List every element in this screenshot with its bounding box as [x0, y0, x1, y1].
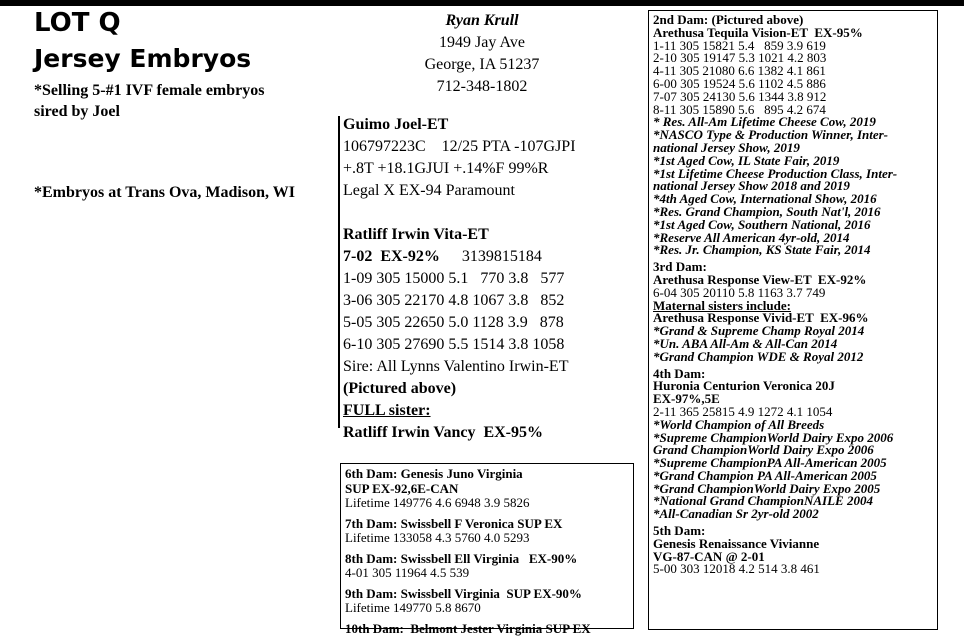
third-dam-head: 3rd Dam: [653, 259, 707, 275]
second-dam-record-2: 2-10 305 19147 5.3 1021 4.2 803 [653, 50, 827, 66]
second-dam-honor-1: * Res. All-Am Lifetime Cheese Cow, 2019 [653, 114, 876, 130]
dam-class-row [343, 246, 634, 268]
ancestor-6-record: Lifetime 149776 4.6 6948 3.9 5826 [345, 495, 530, 510]
second-dam-honor-7: *4th Aged Cow, International Show, 2016 [653, 191, 877, 207]
maternal-sisters-label: Maternal sisters include: [653, 297, 791, 313]
dam-record-4: 6-10 305 27690 5.5 1514 3.8 1058 [343, 336, 565, 353]
second-dam-record-5: 7-07 305 24130 5.6 1344 3.8 912 [653, 88, 827, 104]
location-note: *Embryos at Trans Ova, Madison, WI [34, 184, 295, 201]
consignor-block [394, 10, 570, 98]
fourth-dam-honor-3: Grand ChampionWorld Dairy Expo 2006 [653, 442, 874, 458]
dam-reg: 3139815184 [461, 248, 542, 265]
second-dam-honor-4: *1st Aged Cow, IL State Fair, 2019 [653, 152, 840, 168]
selling-note-line-1: *Selling 5-#1 IVF female embryos [34, 82, 265, 99]
full-sister-label: FULL sister: [343, 402, 431, 419]
dam-name: Ratliff Irwin Vita-ET [343, 226, 489, 243]
ancestors-box [340, 463, 634, 636]
selling-note-line-2: sired by Joel [34, 103, 120, 120]
maternal-sister: Arethusa Response Vivid-ET EX-96% [653, 310, 869, 326]
consignor-city: George, IA 51237 [424, 56, 540, 73]
lot-title: Jersey Embryos [34, 44, 252, 73]
fourth-dam-honor-5: *Grand Champion PA All-American 2005 [653, 467, 877, 483]
second-dam-honor-6: national Jersey Show 2018 and 2019 [653, 178, 850, 194]
fourth-dam-record: 2-11 365 25815 4.9 1272 4.1 1054 [653, 403, 833, 419]
second-dam-name: Arethusa Tequila Vision-ET EX-95% [653, 24, 863, 40]
full-sister: Ratliff Irwin Vancy EX-95% [343, 424, 544, 441]
sire-name: Guimo Joel-ET [343, 116, 449, 133]
dam-record-3: 5-05 305 22650 5.0 1128 3.9 878 [343, 314, 564, 331]
third-dam-record: 6-04 305 20110 5.8 1163 3.7 749 [653, 284, 826, 300]
fourth-dam-honor-6: *Grand ChampionWorld Dairy Expo 2005 [653, 480, 881, 496]
sire-line-2: +.8T +18.1GJUI +.14%F 99%R [343, 160, 549, 177]
fourth-dam-honor-8: *All-Canadian Sr 2yr-old 2002 [653, 506, 819, 522]
dam-record-2: 3-06 305 22170 4.8 1067 3.8 852 [343, 292, 565, 309]
fourth-dam-honor-4: *Supreme ChampionPA All-American 2005 [653, 455, 887, 471]
second-dam-honor-10: *Reserve All American 4yr-old, 2014 [653, 229, 850, 245]
second-dam-honor-11: *Res. Jr. Champion, KS State Fair, 2014 [653, 242, 871, 258]
ancestor-8-record: 4-01 305 11964 4.5 539 [345, 565, 470, 580]
second-dam-honor-8: *Res. Grand Champion, South Nat'l, 2016 [653, 203, 881, 219]
fifth-dam-name: Genesis Renaissance Vivianne [653, 535, 820, 551]
consignor-phone: 712-348-1802 [436, 78, 528, 95]
dam-lineage-box [648, 10, 938, 630]
second-dam-head: 2nd Dam: (Pictured above) [653, 12, 804, 27]
dam-record-1: 1-09 305 15000 5.1 770 3.8 577 [343, 270, 565, 287]
ancestor-9-title: 9th Dam: Swissbell Virginia SUP EX-90% [345, 585, 582, 601]
fourth-dam-honor-1: *World Champion of All Breeds [653, 416, 825, 432]
sister-honor-3: *Grand Champion WDE & Royal 2012 [653, 348, 864, 364]
second-dam-honor-2: *NASCO Type & Production Winner, Inter- [653, 127, 888, 143]
second-dam-honor-3: national Jersey Show, 2019 [653, 139, 800, 155]
sire-line-3: Legal X EX-94 Paramount [343, 182, 515, 199]
fifth-dam-class: VG-87-CAN @ 2-01 [653, 548, 765, 564]
ancestor-7-record: Lifetime 133058 4.3 5760 4.0 5293 [345, 530, 530, 545]
top-rule [0, 0, 964, 6]
ancestor-6-sub: SUP EX-92,6E-CAN [345, 480, 459, 496]
fifth-dam-record: 5-00 303 12018 4.2 514 3.8 461 [653, 561, 820, 577]
dam-pictured: (Pictured above) [343, 380, 457, 397]
second-dam-honor-5: *1st Lifetime Cheese Production Class, Inter- [653, 165, 898, 181]
second-dam-record-3: 4-11 305 21080 6.6 1382 4.1 861 [653, 63, 826, 79]
consignor-name: Ryan Krull [445, 12, 519, 29]
second-dam-record-6: 8-11 305 15890 5.6 895 4.2 674 [653, 101, 826, 117]
ancestor-6-title: 6th Dam: Genesis Juno Virginia [345, 466, 523, 481]
sire-line-1: 106797223C 12/25 PTA -107GJPI [343, 138, 576, 155]
consignor-address: 1949 Jay Ave [439, 34, 525, 51]
fourth-dam-name: Huronia Centurion Veronica 20J [653, 378, 835, 394]
ancestor-8-title: 8th Dam: Swissbell Ell Virginia EX-90% [345, 550, 578, 566]
second-dam-record-4: 6-00 305 19524 5.6 1102 4.5 886 [653, 75, 826, 91]
dam-sire-line: Sire: All Lynns Valentino Irwin-ET [343, 358, 569, 375]
fourth-dam-head: 4th Dam: [653, 365, 706, 381]
sister-honor-1: *Grand & Supreme Champ Royal 2014 [653, 323, 865, 339]
fourth-dam-honor-7: *National Grand ChampionNAILE 2004 [653, 493, 873, 509]
second-dam-record-1: 1-11 305 15821 5.4 859 3.9 619 [653, 37, 826, 53]
fourth-dam-class: EX-97%,5E [653, 391, 720, 407]
sister-honor-2: *Un. ABA All-Am & All-Can 2014 [653, 335, 838, 351]
third-dam-name: Arethusa Response View-ET EX-92% [653, 271, 867, 287]
dam-class: 7-02 EX-92% [343, 248, 440, 265]
fourth-dam-honor-2: *Supreme ChampionWorld Dairy Expo 2006 [653, 429, 894, 445]
ancestor-9-record: Lifetime 149770 5.8 8670 [345, 600, 481, 615]
second-dam-honor-9: *1st Aged Cow, Southern National, 2016 [653, 216, 871, 232]
lot-label: LOT Q [34, 8, 121, 38]
fifth-dam-head: 5th Dam: [653, 523, 706, 539]
pedigree [338, 114, 634, 444]
ancestor-7-title: 7th Dam: Swissbell F Veronica SUP EX [345, 515, 563, 531]
ancestor-10-title: 10th Dam: Belmont Jester Virginia SUP EX [345, 620, 591, 636]
